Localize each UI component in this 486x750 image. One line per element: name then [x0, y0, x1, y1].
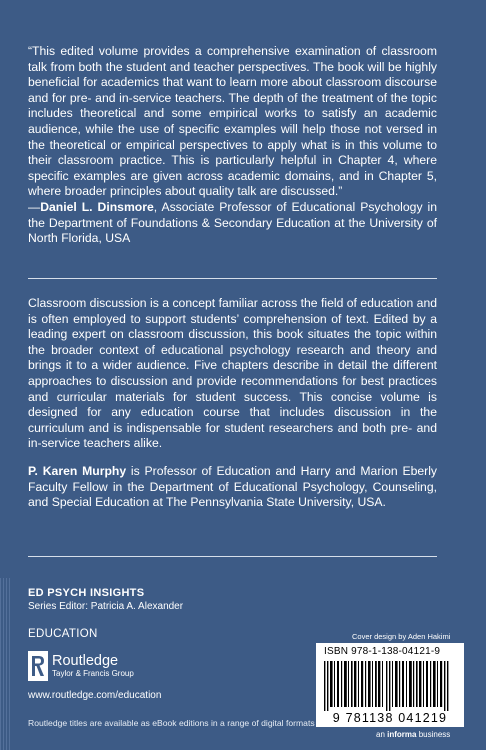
publisher-name: Routledge — [52, 653, 119, 669]
author-name: P. Karen Murphy — [28, 463, 127, 478]
routledge-r-icon — [28, 651, 48, 681]
series-info — [28, 586, 183, 614]
divider-bottom — [28, 556, 437, 557]
barcode-number: 9 781138 041219 — [332, 711, 448, 725]
endorsement — [28, 44, 437, 247]
author-bio-text: is Professor of Education and Harry and Marion Eberly Faculty Fellow in the Department of Educational Psychology, Counseling, and Special Education at The Pennsylvania State University, USA. — [28, 463, 437, 510]
divider-top — [28, 278, 437, 279]
series-title: ED PSYCH INSIGHTS — [28, 587, 145, 599]
publisher-url[interactable]: www.routledge.com/education — [28, 690, 162, 701]
author-bio — [28, 464, 437, 511]
subject-label: EDUCATION — [28, 628, 98, 640]
series-editor: Series Editor: Patricia A. Alexander — [28, 601, 184, 612]
endorser-name: Daniel L. Dinsmore — [40, 199, 154, 214]
publisher-logo — [28, 648, 134, 684]
description-text: Classroom discussion is a concept familiar across the field of education and is often employed to support students’ comprehension of text. Edited by a leading expert on classroom discussion, this book situates the topic within the broader context of educational psychology research and theory and brings it to a wider audience. Five chapters describe in detail the different approaches to discussion and provide recommendations for best practices and curricular materials for student success. This concise volume is designed for any education course that includes discussion in the curriculum and is indispensable for student researchers and both pre- and in-service teachers alike. — [28, 296, 437, 451]
isbn-barcode — [316, 643, 464, 727]
endorser-affiliation: , Associate Professor of Educational Psychology in the Department of Foundations & Secondary Education at the University of North Florida, USA — [28, 199, 437, 246]
informa-suffix: business — [416, 730, 451, 739]
decorative-strip — [0, 578, 12, 750]
endorser-dash: — — [28, 199, 41, 214]
book-description — [28, 296, 437, 511]
formats-note: Routledge titles are available as eBook editions in a range of digital formats — [28, 718, 315, 728]
cover-design-credit: Cover design by Aden Hakimi — [352, 632, 451, 641]
informa-business — [376, 730, 450, 739]
endorser — [28, 200, 437, 247]
informa-prefix: an — [376, 730, 388, 739]
endorsement-quote: “This edited volume provides a comprehensive examination of classroom talk from both the student and teacher perspectives. The book will be highly beneficial for academics that want to learn more about classroom discourse and for pre- and in-service teachers. The depth of the treatment of the topic includes theoretical and some empirical works to satisfy an academic audience, while the use of specific examples will help those not versed in the theoretical or empirical perspectives to apply what is in this volume to their classroom practice. This is particularly helpful in Chapter 4, where specific examples are given across academic domains, and in Chapter 5, where broader principles about quality talk are discussed.” — [28, 44, 437, 199]
barcode-bars-icon — [320, 661, 460, 711]
publisher-group: Taylor & Francis Group — [52, 669, 134, 678]
isbn-text: ISBN 978-1-138-04121-9 — [324, 646, 441, 657]
informa-brand: informa — [387, 730, 417, 739]
